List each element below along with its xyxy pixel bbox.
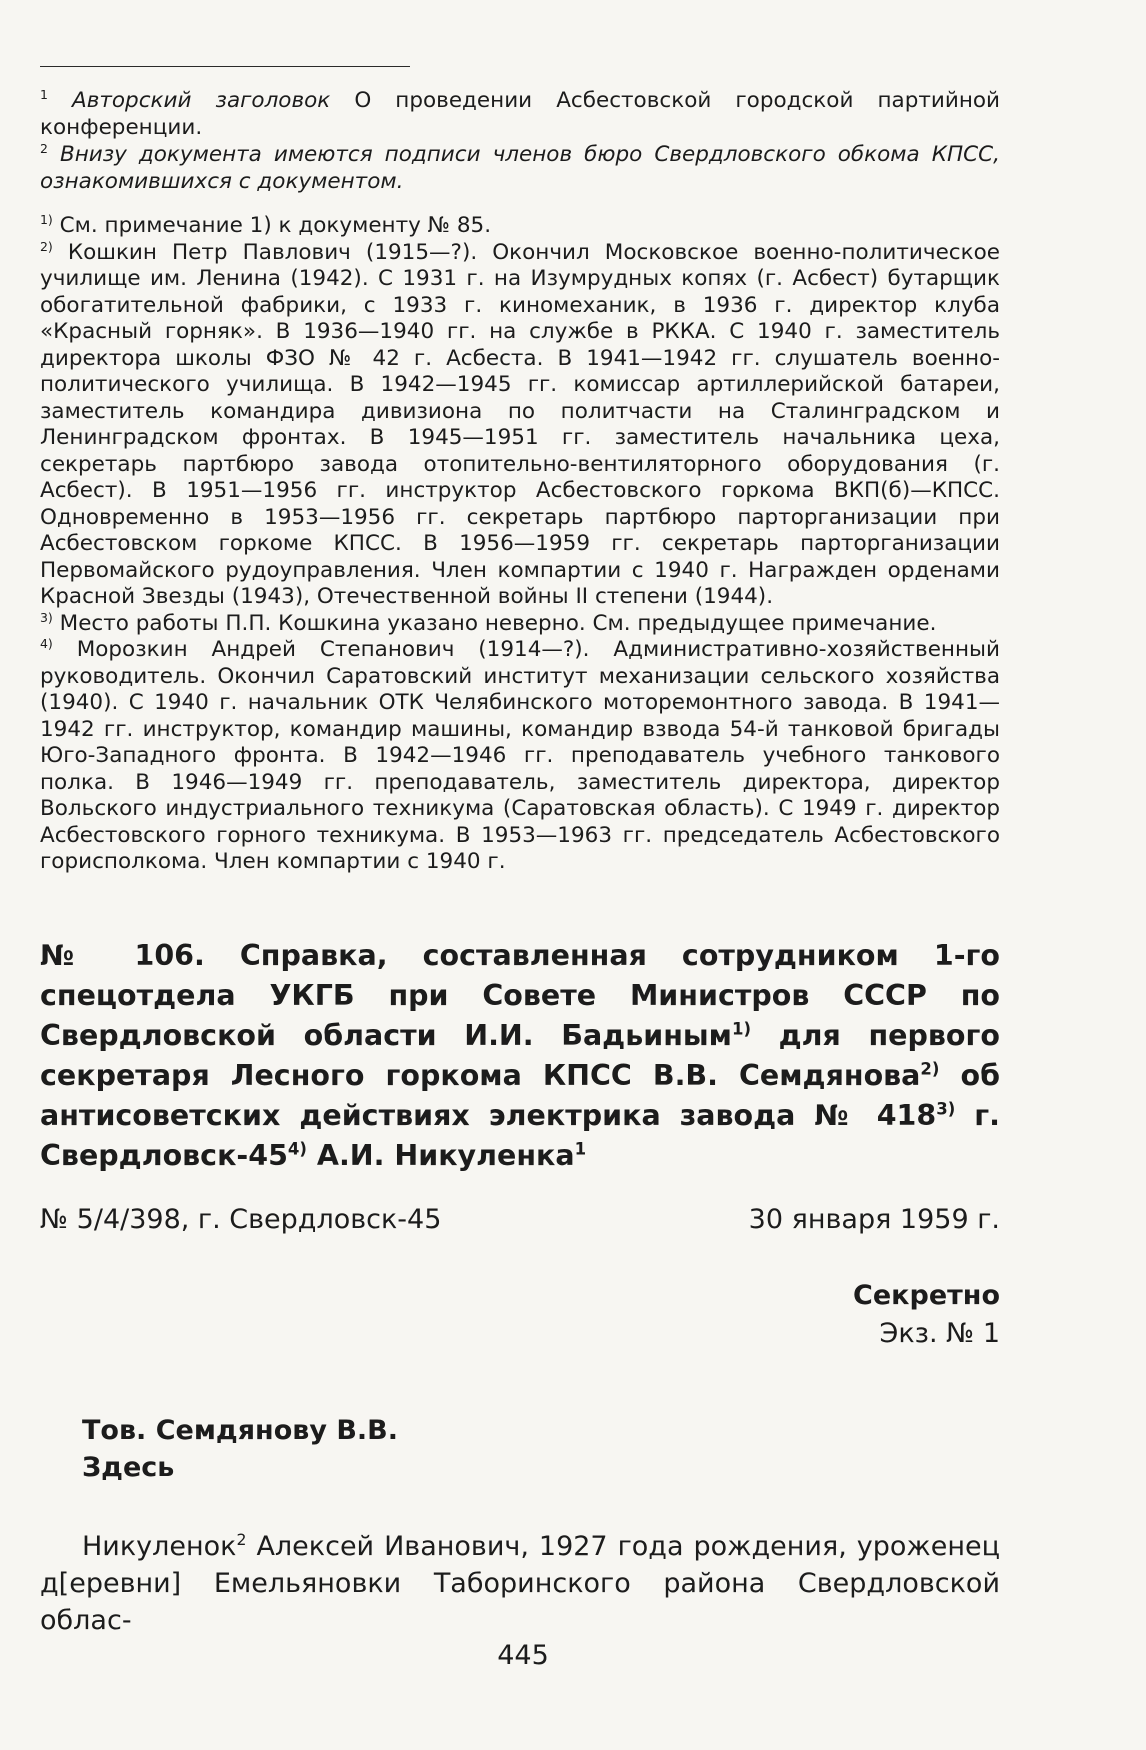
- note-3-mark: 3): [40, 609, 53, 625]
- heading-sup-4: 4): [287, 1139, 307, 1158]
- note-1-text: См. примечание 1) к документу № 85.: [59, 213, 492, 238]
- spacer: [40, 195, 1000, 213]
- heading-part-5: А.И. Никуленка: [306, 1138, 575, 1172]
- copy-number: Экз. № 1: [879, 1317, 1000, 1349]
- body-sup: 2: [236, 1529, 247, 1549]
- document-heading: [40, 936, 1000, 1176]
- footnote-rule: [40, 66, 410, 67]
- heading-part-1: № 106. Справка, составленная сотрудником 1-го спецотдела УКГБ при Совете Министров СССР по Свердловской области И.И. Бадьиным: [40, 938, 1000, 1052]
- heading-part-3: об антисоветских действиях электрика завода № 418: [40, 1058, 1000, 1132]
- footnote-1: [40, 87, 1000, 141]
- note-3: [40, 611, 1000, 638]
- heading-part-2: для первого секретаря Лесного горкома КПСС В.В. Семдянова: [40, 1018, 1000, 1092]
- note-4-mark: 4): [40, 635, 53, 651]
- footnote-2-label: Внизу документа имеются подписи членов бюро Свердловского обкома КПСС, ознакомившихся с документом.: [40, 142, 1000, 194]
- document-meta: [40, 1202, 1000, 1238]
- note-1-mark: 1): [40, 211, 53, 227]
- document-date: 30 января 1959 г.: [748, 1203, 1000, 1235]
- note-2-mark: 2): [40, 238, 53, 254]
- classification-stamp: Секретно: [853, 1279, 1000, 1311]
- body-part-2: Алексей Иванович, 1927 года рождения, уроженец д[еревни] Емельяновки Таборинского района Свердловской облас-: [40, 1530, 1000, 1636]
- addressee: [40, 1412, 1000, 1486]
- note-1: [40, 213, 1000, 240]
- body-part-1: Никуленок: [82, 1530, 237, 1562]
- addressee-location: Здесь: [82, 1451, 175, 1483]
- heading-sup-5: 1: [574, 1139, 587, 1158]
- page-number: 445: [497, 1640, 549, 1671]
- footnote-2: [40, 141, 1000, 195]
- notes-block: [40, 213, 1000, 876]
- body-paragraph: [40, 1528, 1000, 1639]
- addressee-name: Тов. Семдянову В.В.: [82, 1414, 399, 1446]
- note-3-text: Место работы П.П. Кошкина указано неверно. См. предыдущее примечание.: [59, 610, 937, 636]
- footnote-1-label: Авторский заголовок: [72, 88, 331, 113]
- footnote-1-mark: 1: [40, 86, 48, 102]
- heading-part-4: г. Свердловск-45: [40, 1098, 1001, 1172]
- note-4-text: Морозкин Андрей Степанович (1914—?). Административно-хозяйственный руководитель. Окончил Саратовский институт механизации сельского хозяйства (1940). С 1940 г. начальник ОТК Челябинского моторемонтного завода. В 1941—1942 гг. инструктор, командир машины, командир взвода 54-й танковой бригады Юго-Западного фронта. В 1942—1946 гг. преподаватель учебного танкового полка. В 1946—1949 гг. преподаватель, заместитель директора, директор Вольского индустриального техникума (Саратовская область). С 1949 г. директор Асбестовского горного техникума. В 1953—1963 гг. председатель Асбестовского горисполкома. Член компартии с 1940 г.: [40, 637, 1000, 874]
- document-number: № 5/4/398, г. Свердловск-45: [40, 1203, 442, 1235]
- heading-sup-1: 1): [731, 1019, 751, 1038]
- note-2: [40, 240, 1000, 611]
- note-4: [40, 637, 1000, 876]
- footnote-2-mark: 2: [40, 140, 48, 156]
- footnote-1-text: О проведении Асбестовской городской партийной конференции.: [40, 88, 1001, 140]
- note-2-text: Кошкин Петр Павлович (1915—?). Окончил Московское военно-политическое училище им. Ленина (1942). С 1931 г. на Изумрудных копях (г. Асбест) бутарщик обогатительной фабрики, с 1933 г. киномеханик, в 1936 г. директор клуба «Красный горняк». В 1936—1940 гг. на службе в РККА. С 1940 г. заместитель директора школы ФЗО № 42 г. Асбеста. В 1941—1942 гг. слушатель военно-политического училища. В 1942—1945 гг. комиссар артиллерийской батареи, заместитель командира дивизиона по политчасти на Сталинградском и Ленинградском фронтах. В 1945—1951 гг. заместитель начальника цеха, секретарь партбюро завода отопительно-вентиляторного оборудования (г. Асбест). В 1951—1956 гг. инструктор Асбестовского горкома ВКП(б)—КПСС. Одновременно в 1953—1956 гг. секретарь партбюро парторганизации при Асбестовском горкоме КПСС. В 1956—1959 гг. секретарь парторганизации Первомайского рудоуправления. Член компартии с 1940 г. Награжден орденами Красной Звезды (1943), Отечественной войны II степени (1944).: [40, 239, 1000, 609]
- heading-sup-2: 2): [920, 1059, 940, 1078]
- heading-sup-3: 3): [936, 1099, 956, 1118]
